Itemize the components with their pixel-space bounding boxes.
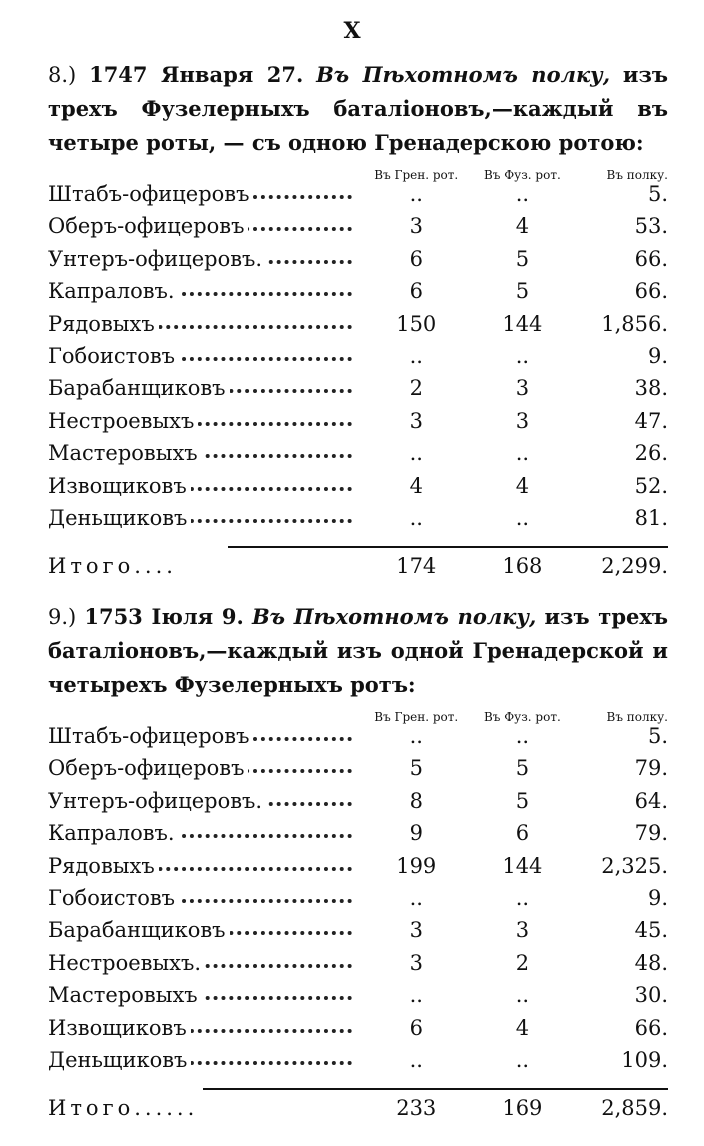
row-regiment: 53. xyxy=(634,214,668,239)
row-label: Капраловъ. xyxy=(48,279,179,303)
table-body xyxy=(48,724,668,1080)
row-grenadier: .. xyxy=(409,182,423,206)
row-regiment: 79. xyxy=(634,756,668,781)
row-label: Штабъ-офицеровъ xyxy=(48,182,253,206)
row-regiment: 45. xyxy=(634,918,668,943)
row-fusilier: .. xyxy=(515,983,530,1008)
row-regiment: 81. xyxy=(634,505,668,530)
table-header xyxy=(48,702,668,724)
column-header-regiment: Въ полку. xyxy=(606,710,668,724)
total-rule xyxy=(203,1088,668,1090)
row-grenadier: 6 xyxy=(409,1015,423,1040)
column-header-regiment: Въ полку. xyxy=(606,168,668,182)
row-regiment: 5. xyxy=(647,182,668,206)
total-rule xyxy=(228,546,668,548)
table-row xyxy=(48,247,668,279)
table-body xyxy=(48,182,668,538)
row-label: Извощиковъ xyxy=(48,474,191,498)
table-row xyxy=(48,1048,668,1080)
total-row xyxy=(48,554,668,586)
row-fusilier: 3 xyxy=(515,408,530,433)
table-row xyxy=(48,983,668,1015)
row-fusilier: 144 xyxy=(502,311,543,336)
row-grenadier: 3 xyxy=(409,950,423,975)
section-intro xyxy=(48,58,668,160)
section-number: 9.) xyxy=(48,605,77,629)
section-date: 1753 Іюля 9. xyxy=(84,604,244,629)
row-regiment: 1,856. xyxy=(601,311,668,336)
row-label: Рядовыхъ xyxy=(48,312,159,336)
section-intro xyxy=(48,600,668,702)
row-regiment: 5. xyxy=(647,724,668,748)
row-label: Унтеръ-офицеровъ. xyxy=(48,789,266,813)
total-fusilier: 169 xyxy=(502,1096,543,1121)
row-regiment: 52. xyxy=(634,473,668,498)
row-label: Штабъ-офицеровъ xyxy=(48,724,253,748)
row-label: Деньщиковъ xyxy=(48,1048,191,1072)
table-row xyxy=(48,789,668,821)
row-grenadier: 2 xyxy=(409,376,423,401)
table-row xyxy=(48,756,668,788)
row-regiment: 66. xyxy=(634,279,668,304)
row-grenadier: 5 xyxy=(409,756,423,781)
row-grenadier: .. xyxy=(409,983,423,1008)
table-row xyxy=(48,214,668,246)
row-label: Мастеровыхъ xyxy=(48,983,202,1007)
table-row xyxy=(48,724,668,756)
table-row xyxy=(48,918,668,950)
row-label: Нестроевыхъ. xyxy=(48,951,205,975)
row-fusilier: .. xyxy=(515,724,530,748)
total-regiment: 2,859. xyxy=(601,1096,668,1121)
row-fusilier: 4 xyxy=(515,473,530,498)
column-header-fusilier: Въ Фуз. рот. xyxy=(483,168,561,182)
row-fusilier: .. xyxy=(515,182,530,206)
column-header-grenadier: Въ Грен. рот. xyxy=(374,168,459,182)
row-label: Нестроевыхъ xyxy=(48,409,198,433)
row-fusilier: .. xyxy=(515,441,530,466)
row-label: Мастеровыхъ xyxy=(48,441,202,465)
table-row xyxy=(48,409,668,441)
row-grenadier: .. xyxy=(409,505,423,530)
table-row xyxy=(48,886,668,918)
row-fusilier: 2 xyxy=(515,950,530,975)
total-regiment: 2,299. xyxy=(601,554,668,579)
row-fusilier: 5 xyxy=(515,756,530,781)
table-row xyxy=(48,506,668,538)
row-fusilier: 4 xyxy=(515,1015,530,1040)
row-fusilier: 6 xyxy=(515,821,530,846)
row-regiment: 2,325. xyxy=(601,853,668,878)
total-grenadier: 174 xyxy=(396,554,437,579)
table-row xyxy=(48,312,668,344)
row-label: Извощиковъ xyxy=(48,1016,191,1040)
row-regiment: 79. xyxy=(634,821,668,846)
row-fusilier: 3 xyxy=(515,376,530,401)
row-label: Барабанщиковъ xyxy=(48,918,230,942)
total-fusilier: 168 xyxy=(502,554,543,579)
column-header-fusilier: Въ Фуз. рот. xyxy=(483,710,561,724)
row-regiment: 47. xyxy=(634,408,668,433)
table-row xyxy=(48,854,668,886)
row-label: Капраловъ. xyxy=(48,821,179,845)
row-fusilier: .. xyxy=(515,885,530,910)
row-grenadier: .. xyxy=(409,441,423,466)
row-grenadier: .. xyxy=(409,885,423,910)
row-fusilier: 5 xyxy=(515,279,530,304)
section-number: 8.) xyxy=(48,63,77,87)
table-row xyxy=(48,376,668,408)
table-row xyxy=(48,1016,668,1048)
table-row xyxy=(48,474,668,506)
row-grenadier: 199 xyxy=(396,853,437,878)
table-row xyxy=(48,951,668,983)
row-grenadier: 3 xyxy=(409,918,423,943)
row-label: Деньщиковъ xyxy=(48,506,191,530)
table-row xyxy=(48,344,668,376)
row-regiment: 9. xyxy=(647,885,668,910)
row-grenadier: .. xyxy=(409,724,423,748)
row-label: Барабанщиковъ xyxy=(48,376,230,400)
row-fusilier: 3 xyxy=(515,918,530,943)
section-date: 1747 Января 27. xyxy=(89,62,304,87)
total-label: Итого...... xyxy=(48,1096,202,1120)
row-grenadier: 4 xyxy=(409,473,423,498)
row-grenadier: 9 xyxy=(409,821,423,846)
row-regiment: 30. xyxy=(634,983,668,1008)
row-label: Рядовыхъ xyxy=(48,854,159,878)
column-header-grenadier: Въ Грен. рот. xyxy=(374,710,459,724)
row-fusilier: 4 xyxy=(515,214,530,239)
row-regiment: 66. xyxy=(634,246,668,271)
row-grenadier: .. xyxy=(409,1047,423,1072)
row-grenadier: 6 xyxy=(409,246,423,271)
row-grenadier: 3 xyxy=(409,214,423,239)
row-fusilier: .. xyxy=(515,1047,530,1072)
row-fusilier: 5 xyxy=(515,246,530,271)
row-grenadier: .. xyxy=(409,343,423,368)
section-1753 xyxy=(48,600,668,1129)
table-header xyxy=(48,160,668,182)
row-grenadier: 8 xyxy=(409,788,423,813)
row-label: Оберъ-офицеровъ xyxy=(48,756,248,780)
row-label: Оберъ-офицеровъ xyxy=(48,214,248,238)
row-regiment: 64. xyxy=(634,788,668,813)
row-regiment: 66. xyxy=(634,1015,668,1040)
row-grenadier: 3 xyxy=(409,408,423,433)
row-fusilier: .. xyxy=(515,505,530,530)
row-label: Унтеръ-офицеровъ. xyxy=(48,247,266,271)
row-grenadier: 6 xyxy=(409,279,423,304)
row-regiment: 9. xyxy=(647,343,668,368)
row-regiment: 109. xyxy=(621,1047,668,1072)
section-regiment: Въ Пѣхотномъ полку, xyxy=(316,62,611,87)
row-regiment: 48. xyxy=(634,950,668,975)
row-regiment: 26. xyxy=(634,441,668,466)
total-grenadier: 233 xyxy=(396,1096,437,1121)
table-row xyxy=(48,821,668,853)
total-row xyxy=(48,1096,668,1128)
row-grenadier: 150 xyxy=(396,311,437,336)
table-row xyxy=(48,441,668,473)
section-description: изъ трехъ Фузелерныхъ баталіоновъ,—каждый въ четыре роты, — съ одною Гренадерскою ротою: xyxy=(48,62,668,155)
row-fusilier: 5 xyxy=(515,788,530,813)
row-fusilier: 144 xyxy=(502,853,543,878)
section-description: изъ трехъ баталіоновъ,—каждый изъ одной Гренадерской и четырехъ Фузелерныхъ ротъ: xyxy=(48,604,668,697)
section-regiment: Въ Пѣхотномъ полку, xyxy=(251,604,537,629)
row-label: Гобоистовъ xyxy=(48,344,179,368)
row-fusilier: .. xyxy=(515,343,530,368)
section-1747 xyxy=(48,58,668,587)
page-number: X xyxy=(343,18,361,44)
row-label: Гобоистовъ xyxy=(48,886,179,910)
row-regiment: 38. xyxy=(634,376,668,401)
table-row xyxy=(48,182,668,214)
table-row xyxy=(48,279,668,311)
total-label: Итого.... xyxy=(48,554,181,578)
